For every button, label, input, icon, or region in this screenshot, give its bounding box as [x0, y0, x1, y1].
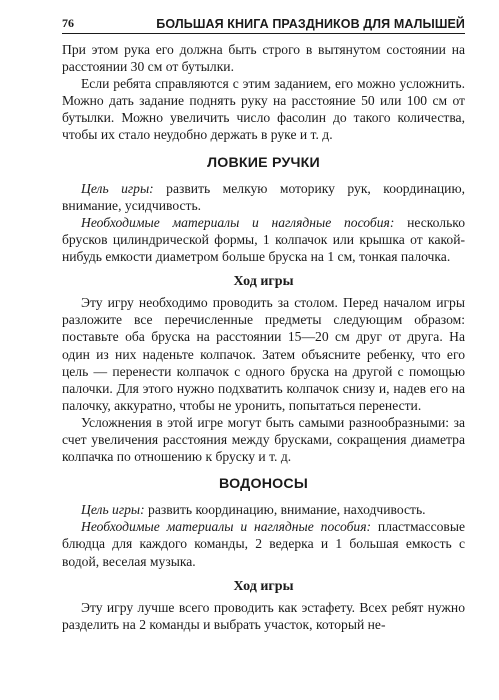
game1-goal-text: развить мелкую моторику рук, координацию, внимание, усидчивость.	[62, 180, 466, 213]
game1-paragraph-1: Эту игру необходимо проводить за столом. Перед началом игры разложите все перечисленные предметы следующим образом: поставьте оба бруска на расстоянии 15—20 см друг от друга. На один из них наденьте колпачок. Затем объясните ребенку, что его цель — перенести колпачок с одного бруска на другой с помощью палочки. Для этого нужно подхватить колпачок снизу и, надев его на палочку, аккуратно, чтобы не уронить, попытаться перенести.	[62, 295, 465, 413]
game2-materials	[62, 518, 465, 569]
game1-materials	[62, 214, 465, 265]
game1-paragraph-2: Усложнения в этой игре могут быть самыми разнообразными: за счет увеличения расстояния между брусками, сокращения диаметра колпачка по отношению к бруску и т. д.	[62, 414, 465, 465]
game2-materials-label: Необходимые материалы и наглядные пособия:	[81, 519, 372, 535]
running-title: БОЛЬШАЯ КНИГА ПРАЗДНИКОВ ДЛЯ МАЛЫШЕЙ	[156, 17, 465, 31]
page-header	[62, 16, 465, 34]
game1-title: ЛОВКИЕ РУЧКИ	[207, 154, 320, 171]
game1-goal-label: Цель игры:	[81, 180, 154, 196]
game2-goal	[62, 501, 465, 518]
game2-course-title: Ход игры	[233, 578, 294, 594]
page-number: 76	[62, 16, 74, 30]
game2-paragraph-1: Эту игру лучше всего проводить как эстафету. Всех ребят нужно разделить на 2 команды и выбрать участок, который не-	[62, 599, 465, 632]
game1-goal	[62, 180, 465, 214]
game2-goal-label: Цель игры:	[81, 502, 145, 518]
game1-materials-label: Необходимые материалы и наглядные пособия:	[81, 214, 395, 230]
intro-paragraph-2: Если ребята справляются с этим заданием, его можно усложнить. Можно дать задание поднять руку на расстояние 50 или 100 см от бутылки. Можно увеличить число фасолин до такого количества, чтобы их стало неудобно держать в руке и т. д.	[62, 76, 465, 143]
game2-goal-text: развить координацию, внимание, находчивость.	[144, 502, 426, 518]
game1-course-title: Ход игры	[233, 274, 294, 290]
page-content	[62, 41, 465, 633]
game1-materials-text: несколько брусков цилиндрической формы, 1 колпачок или крышка от какой-нибудь емкости диаметром больше бруска на 1 см, тонкая палочка.	[62, 214, 465, 265]
intro-paragraph-1: При этом рука его должна быть строго в вытянутом состоянии на расстоянии 30 см от бутылки.	[62, 42, 465, 75]
game2-materials-text: пластмассовые блюдца для каждого команды, 2 ведерка и 1 большая емкость с водой, веселая музыка.	[62, 519, 465, 569]
game2-title: ВОДОНОСЫ	[219, 476, 308, 493]
